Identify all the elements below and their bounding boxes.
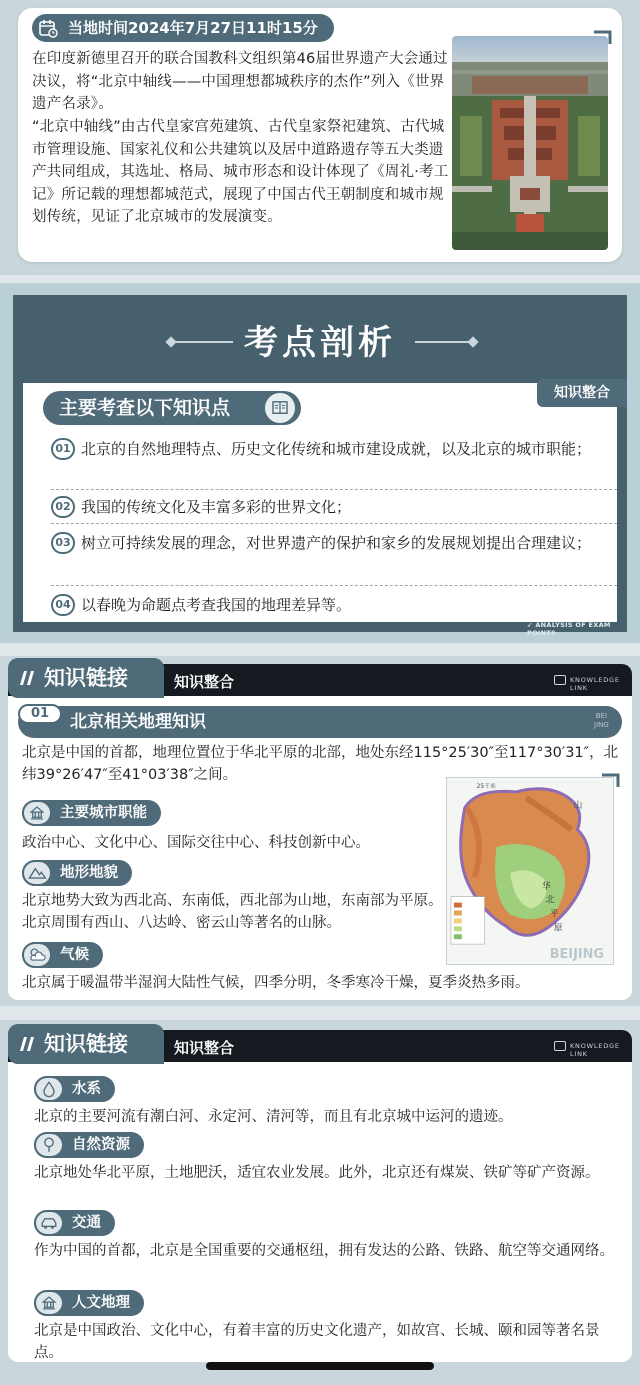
knowledge-title: 知识链接 — [44, 1031, 128, 1056]
tree-icon — [34, 1132, 64, 1158]
point-text: 我国的传统文化及丰富多彩的世界文化； — [81, 498, 352, 516]
badge-label: 水系 — [72, 1081, 101, 1097]
forbidden-city-photo — [452, 36, 608, 250]
badge-transport — [34, 1210, 115, 1236]
map-label-plain-3: 平 — [549, 909, 559, 920]
intro-text: 北京是中国的首都，地理位置位于华北平原的北部，地处东经115°25′30″至117°30′31″，北纬39°26′47″至41°03′38″之间。 — [22, 745, 619, 783]
point-text: 北京的自然地理特点、历史文化传统和城市建设成就，以及北京的城市职能； — [81, 440, 592, 458]
section-en-line1: BEI — [595, 712, 608, 720]
cloud-sun-icon — [22, 942, 52, 968]
badge-label: 气候 — [60, 947, 89, 963]
leaf-icon: ➶ — [527, 621, 536, 629]
building-icon — [22, 800, 52, 826]
city-function-text: 政治中心、文化中心、国际交往中心、科技创新中心。 — [22, 835, 370, 851]
time-label — [32, 14, 334, 42]
news-section — [0, 0, 640, 275]
dashed-divider — [51, 585, 617, 586]
header-en: KNOWLEDGE LINK — [570, 1042, 620, 1058]
map-label-mountain: 山 — [573, 800, 583, 811]
header-en: KNOWLEDGE LINK — [570, 676, 620, 692]
temple-icon — [34, 1290, 64, 1316]
map-watermark: BEIJING — [549, 946, 604, 962]
bars-icon — [20, 1037, 36, 1051]
section-title: 北京相关地理知识 — [70, 712, 206, 732]
news-paragraph-1: 在印度新德里召开的联合国教科文组织第46届世界遗产大会通过决议，将“北京中轴线——中国理想都城秩序的杰作”列入《世界遗产名录》。 — [32, 51, 448, 112]
point-text: 以春晚为命题点考查我国的地理差异等。 — [81, 596, 352, 614]
terrain-text: 北京地势大致为西北高、东南低，西北部为山地，东南部为平原。北京周围有西山、八达岭、密云山等著名的山脉。 — [22, 893, 443, 931]
badge-label: 人文地理 — [72, 1295, 130, 1311]
badge-label: 主要城市职能 — [60, 805, 147, 821]
news-paragraph-2: “北京中轴线”由古代皇家宫苑建筑、古代皇家祭祀建筑、古代城市管理设施、国家礼仪和公共建筑以及居中道路遗存等五大类遗产共同组成，其选址、格局、城市形态和设计体现了《周礼·考工记》所记载的理想都城范式，展现了中国古代王朝制度和城市规划传统，见证了北京城市的发展演变。 — [32, 119, 449, 225]
knowledge-title-tab-1 — [8, 658, 164, 698]
resources-text: 北京地处华北平原，土地肥沃，适宜农业发展。此外，北京还有煤炭、铁矿等矿产资源。 — [34, 1165, 600, 1181]
section-en — [594, 712, 609, 730]
water-drop-icon — [34, 1076, 64, 1102]
header-subtitle: 知识整合 — [174, 673, 235, 691]
badge-label: 交通 — [72, 1215, 101, 1231]
book-small-icon — [554, 1041, 566, 1051]
section-number: 01 — [18, 704, 62, 724]
knowledge-point-3 — [51, 531, 609, 555]
dashed-divider — [51, 523, 617, 524]
human-geo-text: 北京是中国政治、文化中心，有着丰富的历史文化遗产，如故宫、长城、颐和园等著名景点。 — [34, 1323, 600, 1361]
analysis-footer — [527, 621, 627, 637]
badge-human-geo — [34, 1290, 144, 1316]
exam-analysis-section — [0, 283, 640, 643]
map-scale: 25千米 — [476, 784, 496, 790]
badge-label: 自然资源 — [72, 1137, 130, 1153]
knowledge-point-4 — [51, 593, 609, 617]
mountain-icon — [22, 860, 52, 886]
map-label-plain-1: 华 — [541, 881, 551, 892]
calendar-icon — [37, 17, 59, 39]
footer-text: ANALYSIS OF EXAM POINTS — [527, 621, 611, 637]
knowledge-point-1 — [51, 437, 609, 461]
badge-climate — [22, 942, 103, 968]
section-en-line2: JING — [594, 721, 609, 729]
home-indicator[interactable] — [206, 1362, 434, 1370]
book-icon — [263, 391, 297, 425]
header-subtitle: 知识整合 — [174, 1039, 235, 1057]
transport-text: 作为中国的首都，北京是全国重要的交通枢纽，拥有发达的公路、铁路、航空等交通网络。 — [34, 1243, 614, 1259]
divider-right — [415, 341, 475, 343]
point-number: 02 — [51, 496, 75, 518]
climate-text: 北京属于暖温带半湿润大陆性气候，四季分明，冬季寒冷干燥，夏季炎热多雨。 — [22, 975, 530, 991]
water-text: 北京的主要河流有潮白河、永定河、清河等，而且有北京城中运河的遗迹。 — [34, 1109, 513, 1125]
badge-terrain — [22, 860, 132, 886]
point-number: 04 — [51, 594, 75, 616]
badge-label: 地形地貌 — [60, 865, 118, 881]
point-text: 树立可持续发展的理念，对世界遗产的保护和家乡的发展规划提出合理建议； — [81, 534, 592, 552]
knowledge-title: 知识链接 — [44, 665, 128, 690]
knowledge-points-pill: 主要考查以下知识点 — [43, 391, 301, 425]
analysis-panel — [13, 295, 627, 637]
bars-icon — [20, 671, 36, 685]
dashed-divider — [51, 489, 617, 490]
point-number: 01 — [51, 438, 75, 460]
knowledge-title-tab-2 — [8, 1024, 164, 1064]
badge-city-function — [22, 800, 161, 826]
point-number: 03 — [51, 532, 75, 554]
headline: 考点剖析 — [244, 323, 396, 363]
car-icon — [34, 1210, 64, 1236]
beijing-map — [446, 777, 614, 965]
time-text: 当地时间2024年7月27日11时15分 — [68, 19, 318, 37]
badge-resources — [34, 1132, 144, 1158]
map-label-plain-2: 北 — [545, 895, 555, 906]
map-label-plain-4: 原 — [553, 923, 563, 934]
knowledge-tag: 知识整合 — [537, 379, 627, 407]
knowledge-point-2 — [51, 495, 609, 519]
book-small-icon — [554, 675, 566, 685]
badge-water — [34, 1076, 115, 1102]
